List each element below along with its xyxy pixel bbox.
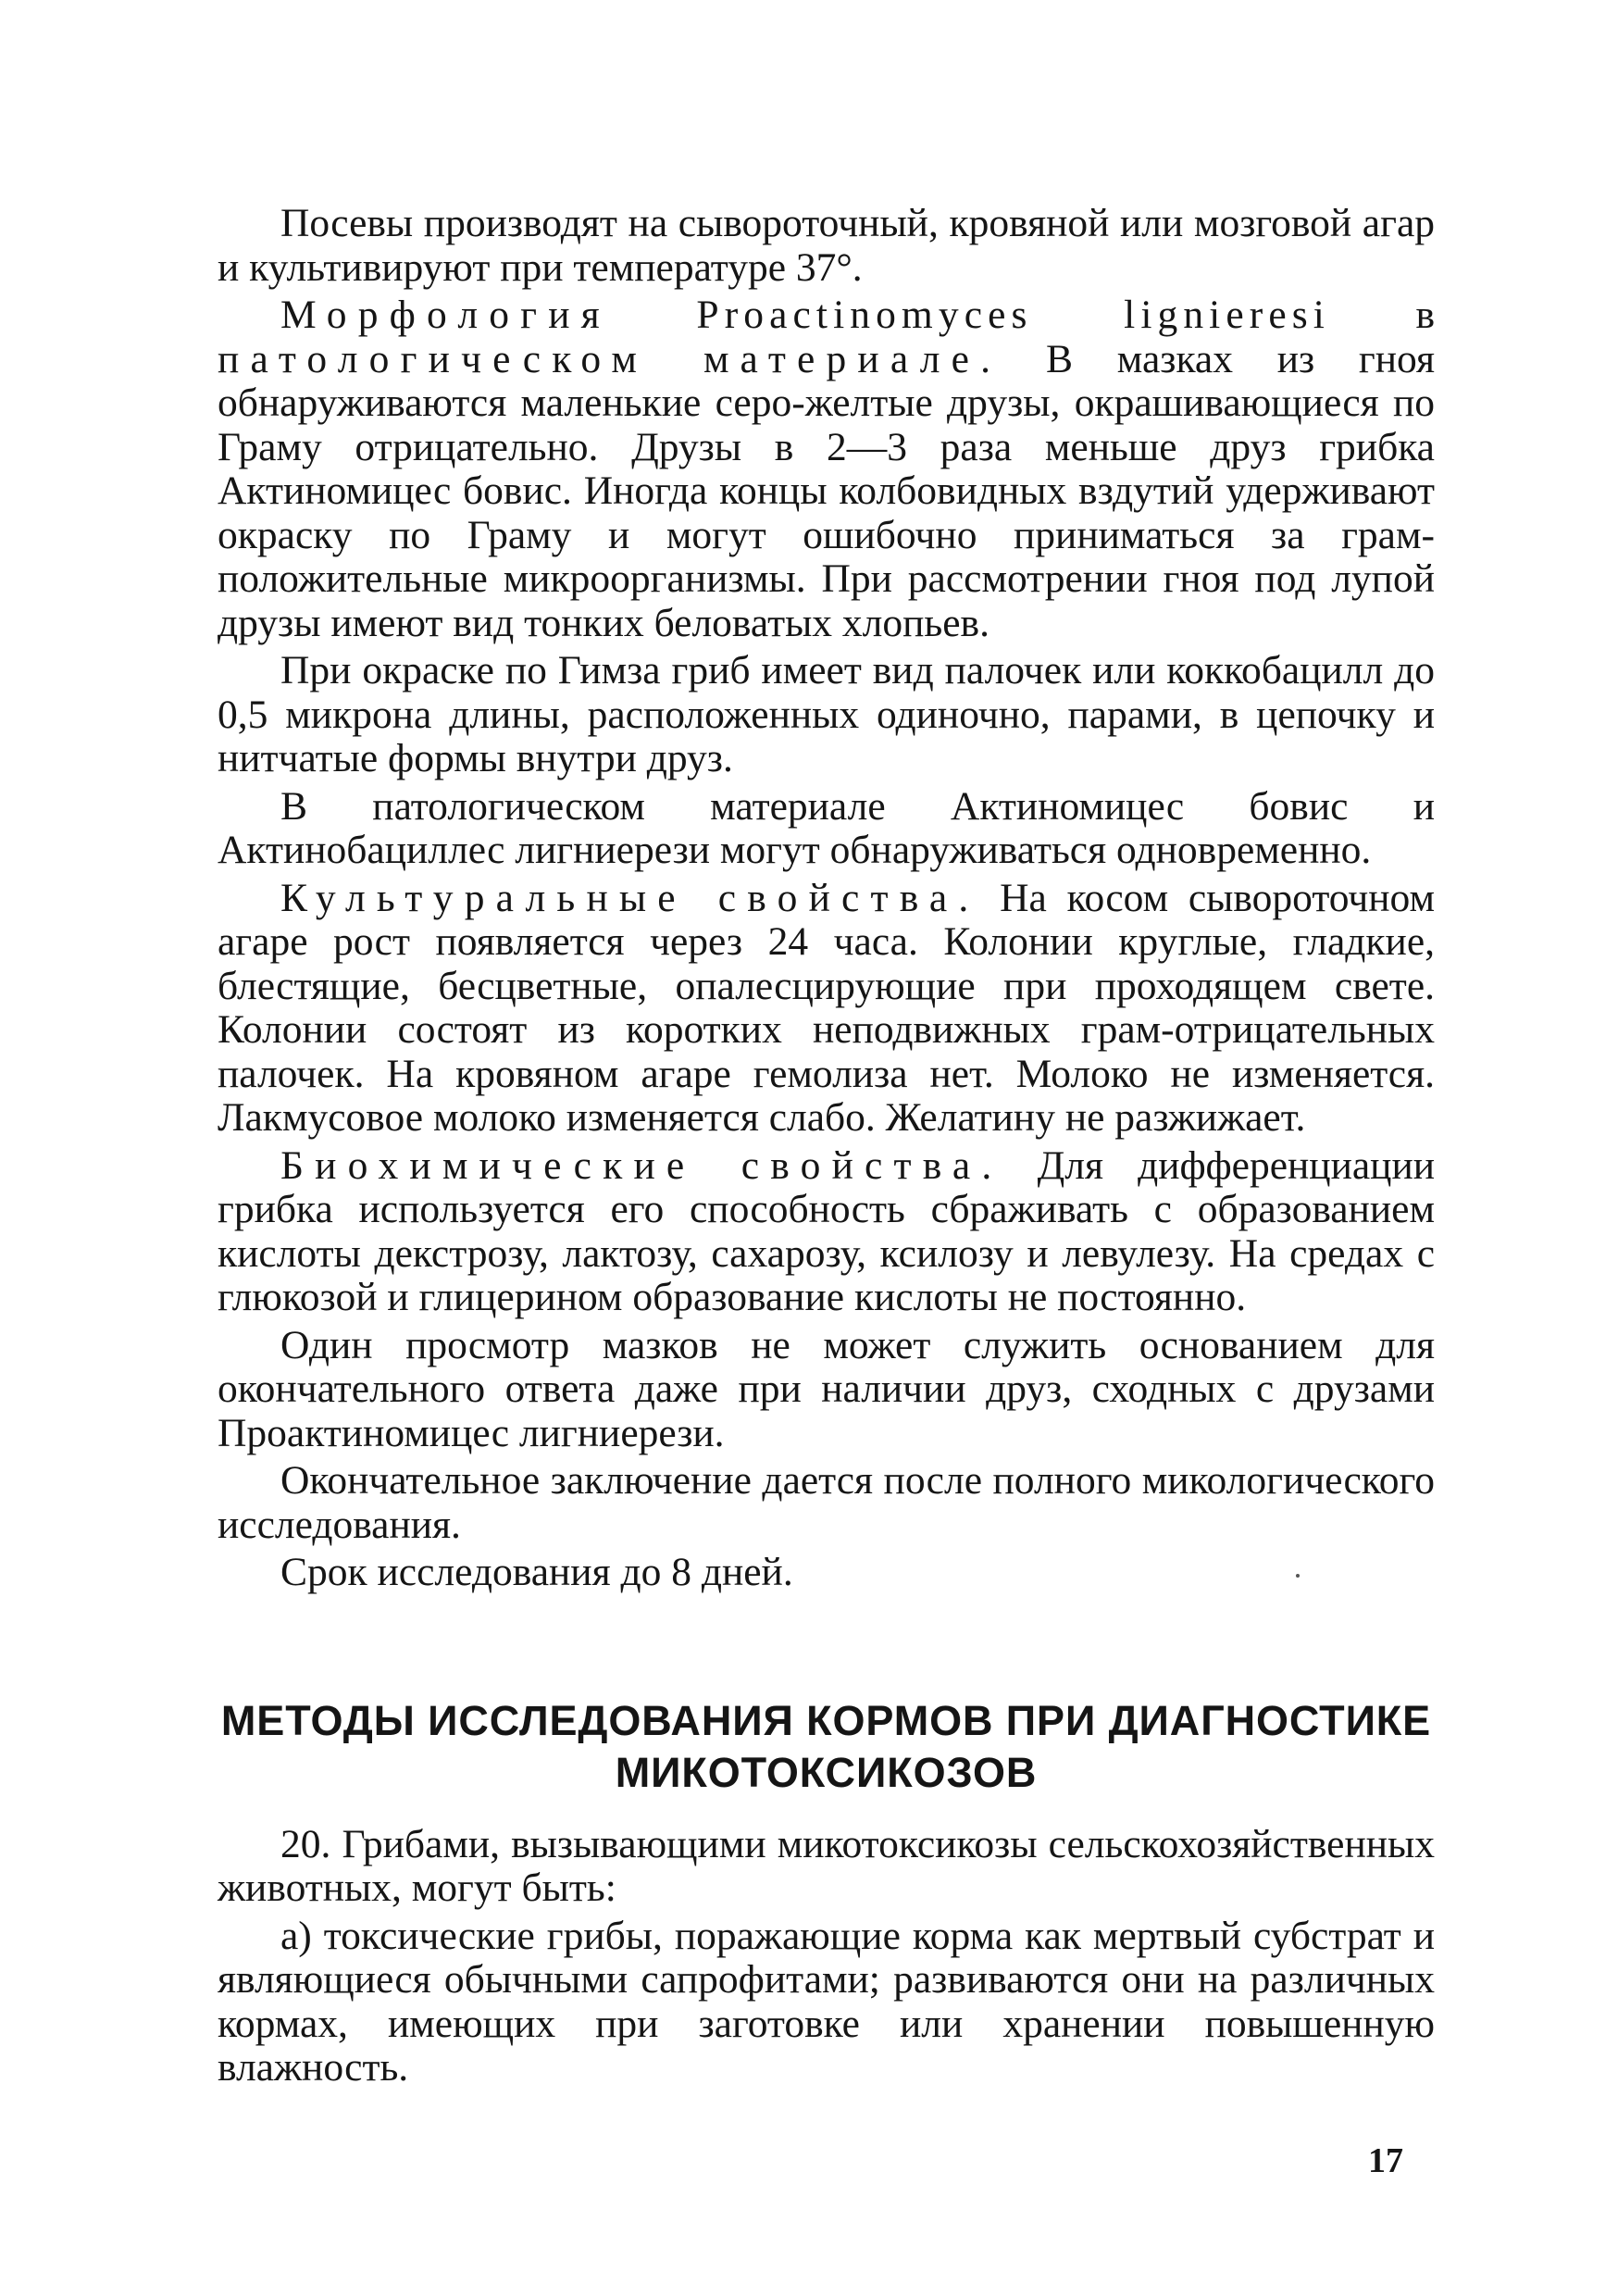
paragraph-pathological-material: В патологическом материале Актиномицес бовис и Актинобациллес лигниерези могут обнаруживаться одновременно.	[218, 783, 1435, 872]
paragraph-smear-review: Один просмотр мазков не может служить основанием для окончательного ответа даже при наличии друз, сходных с друзами Проактиномицес лигниерези.	[218, 1322, 1435, 1455]
section-heading-line-2: МИКОТОКСИКОЗОВ	[615, 1748, 1038, 1796]
term-biochemical-properties: Биохимические свойства.	[280, 1142, 1003, 1188]
paragraph-cultural-properties	[218, 877, 1435, 1141]
page-number: 17	[1368, 2141, 1403, 2180]
page-body	[218, 202, 1435, 2094]
term-pathological-material: патологическом материале.	[218, 336, 1002, 381]
word-in: в	[1415, 293, 1436, 337]
paragraph-toxic-fungi: а) токсические грибы, поражающие корма как мертвый субстрат и являющиеся обычными сапрофитами; развиваются они на различных кормах, имеющих при заготовке или хранении повышенную влажность.	[218, 1913, 1435, 2090]
section-heading-line-1: МЕТОДЫ ИССЛЕДОВАНИЯ КОРМОВ ПРИ ДИАГНОСТИКЕ	[220, 1696, 1432, 1744]
paragraph-morphology	[218, 293, 1435, 645]
latin-species-name: Proactinomyces lignieresi	[696, 293, 1330, 337]
paragraph-biochemical-properties	[218, 1144, 1435, 1320]
print-speck	[1296, 1574, 1300, 1578]
biochemical-properties-text: Для дифференциации грибка используется его способность сбраживать с образованием кислоты декстрозу, лактозу, сахарозу, ксилозу и левулезу. На средах с глюкозой и глицерином образование кислоты не постоянно.	[218, 1142, 1436, 1319]
paragraph-cultivation: Посевы производят на сывороточный, кровяной или мозговой агар и культивируют при температуре 37°.	[218, 201, 1435, 290]
paragraph-giemsa-stain: При окраске по Гимза гриб имеет вид палочек или коккобацилл до 0,5 микрона длины, расположенных одиночно, парами, в цепочку и нитчатые формы внутри друз.	[218, 648, 1435, 780]
paragraph-final-conclusion: Окончательное заключение дается после полного микологического исследования.	[218, 1458, 1435, 1547]
morphology-text: В мазках из гноя обнаруживаются маленькие серо-желтые друзы, окрашивающиеся по Граму отрицательно. Друзы в 2—3 раза меньше друз грибка Актиномицес бовис. Иногда концы колбовидных вздутий удерживают окраску по Граму и могут ошибочно приниматься за грам-положительные микроорганизмы. При рассмотрении гноя под лупой друзы имеют вид тонких беловатых хлопьев.	[218, 336, 1435, 645]
cultural-properties-text: На косом сывороточном агаре рост появляется через 24 часа. Колонии круглые, гладкие, блестящие, бесцветные, опалесцирующие при проходящем свете. Колонии состоят из коротких неподвижных грам-отрицательных палочек. На кровяном агаре гемолиза нет. Молоко не изменяется. Лакмусовое молоко изменяется слабо. Желатину не разжижает.	[218, 875, 1435, 1140]
section-heading	[218, 1695, 1435, 1799]
term-morphology: Морфология	[280, 293, 611, 337]
term-cultural-properties: Культуральные свойства.	[280, 875, 980, 920]
paragraph-fungi-list-intro: 20. Грибами, вызывающими микотоксикозы сельскохозяйственных животных, могут быть:	[218, 1821, 1435, 1910]
paragraph-study-period: Срок исследования до 8 дней.	[280, 1550, 793, 1594]
